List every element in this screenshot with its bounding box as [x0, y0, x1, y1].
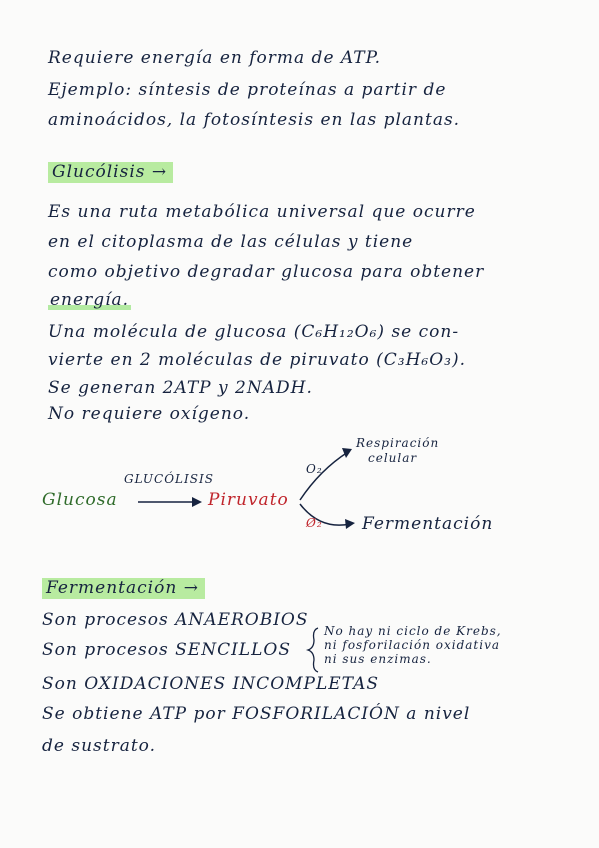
- intro-line-1: Requiere energía en forma de ATP.: [48, 48, 381, 68]
- diagram-process-label: GLUCÓLISIS: [124, 472, 214, 486]
- curly-brace: [308, 628, 318, 672]
- diagram-no-o2: Ø₂: [306, 516, 323, 530]
- fermentacion-line-2: Son procesos SENCILLOS: [42, 640, 291, 660]
- intro-line-3: aminoácidos, la fotosíntesis en las plantas.: [48, 110, 461, 130]
- diagram-respiracion-1: Respiración: [356, 436, 440, 450]
- diagram-piruvato: Piruvato: [208, 490, 289, 510]
- diagram-fermentacion: Fermentación: [362, 514, 494, 534]
- fermentacion-line-1: Son procesos ANAEROBIOS: [42, 610, 309, 630]
- glucolisis-line-3: como objetivo degradar glucosa para obtener: [48, 262, 485, 282]
- glucolisis-line-7: Se generan 2ATP y 2NADH.: [48, 378, 313, 398]
- fermentacion-line-3: Son OXIDACIONES INCOMPLETAS: [42, 674, 380, 694]
- intro-line-2: Ejemplo: síntesis de proteínas a partir de: [48, 80, 447, 100]
- glucolisis-line-6: vierte en 2 moléculas de piruvato (C₃H₆O₃).: [48, 350, 467, 370]
- fermentacion-line-4: Se obtiene ATP por FOSFORILACIÓN a nivel: [42, 704, 471, 724]
- fermentacion-line-5: de sustrato.: [42, 736, 157, 756]
- fermentacion-note-3: ni sus enzimas.: [324, 652, 432, 666]
- glucolisis-heading-text: Glucólisis →: [48, 162, 173, 183]
- fermentacion-note-1: No hay ni ciclo de Krebs,: [324, 624, 502, 638]
- glucolisis-line-8: No requiere oxígeno.: [48, 404, 251, 424]
- fermentacion-heading-text: Fermentación →: [42, 578, 205, 599]
- fermentacion-note-2: ni fosforilación oxidativa: [324, 638, 501, 652]
- glucolisis-line-2: en el citoplasma de las células y tiene: [48, 232, 414, 252]
- diagram-respiracion-2: celular: [368, 451, 418, 465]
- glucolisis-energia: energía.: [50, 290, 130, 310]
- glucolisis-line-1: Es una ruta metabólica universal que ocurre: [48, 202, 476, 222]
- glucolisis-line-5: Una molécula de glucosa (C₆H₁₂O₆) se con-: [48, 322, 460, 342]
- diagram-glucosa: Glucosa: [42, 490, 118, 510]
- diagram-o2: O₂: [306, 462, 323, 476]
